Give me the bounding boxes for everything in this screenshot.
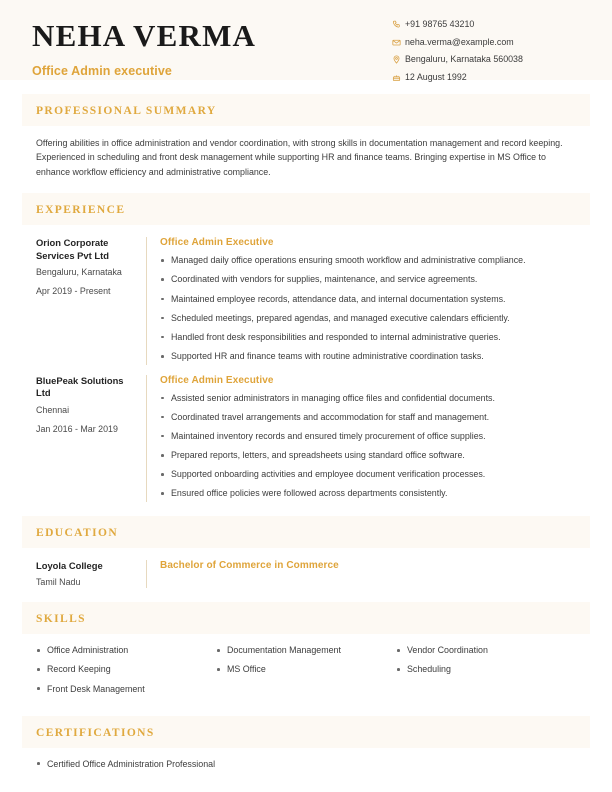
contact-phone-text: +91 98765 43210 [405, 19, 475, 30]
section-band-skills [22, 602, 590, 634]
list-item: Maintained inventory records and ensured timely procurement of office supplies. [160, 430, 576, 443]
list-item: Ensured office policies were followed across departments consistently. [160, 487, 576, 500]
list-item: Coordinated travel arrangements and accommodation for staff and management. [160, 411, 576, 424]
education-entry-detail [147, 560, 576, 589]
list-item: Documentation Management [216, 644, 396, 656]
experience-bullets [160, 392, 576, 500]
section-skills [22, 602, 590, 701]
phone-icon [392, 20, 405, 29]
section-band-education [22, 516, 590, 548]
list-item: Prepared reports, letters, and spreadsheets using standard office software. [160, 449, 576, 462]
list-item: Scheduling [396, 663, 576, 675]
experience-entry-meta [36, 375, 146, 502]
experience-role: Office Admin Executive [160, 374, 274, 386]
education-body [22, 548, 590, 589]
section-band-experience [22, 193, 590, 225]
experience-entry [36, 375, 576, 502]
section-experience [22, 193, 590, 502]
candidate-job-title: Office Admin executive [32, 63, 172, 78]
skills-body [22, 634, 590, 701]
experience-body [22, 225, 590, 502]
skills-columns [36, 644, 576, 701]
education-entry [36, 560, 576, 589]
section-band-certifications [22, 716, 590, 748]
list-item: Handled front desk responsibilities and responded to internal administrative queries. [160, 331, 576, 344]
contact-birthday-text: 12 August 1992 [405, 71, 467, 82]
skills-column [216, 644, 396, 701]
section-title-skills: SKILLS [36, 613, 86, 626]
list-item: Vendor Coordination [396, 644, 576, 656]
section-title-summary: PROFESSIONAL SUMMARY [36, 105, 217, 117]
list-item: Record Keeping [36, 663, 216, 675]
skills-column [36, 644, 216, 701]
education-entry-meta [36, 560, 146, 589]
list-item: Supported HR and finance teams with routine administrative coordination tasks. [160, 350, 576, 363]
list-item: Coordinated with vendors for supplies, maintenance, and service agreements. [160, 273, 576, 286]
section-professional-summary [22, 94, 590, 179]
contact-birthday [392, 73, 582, 82]
contact-email [392, 38, 582, 47]
experience-dates: Apr 2019 - Present [36, 286, 111, 297]
list-item: Assisted senior administrators in managing office files and confidential documents. [160, 392, 576, 405]
section-title-education: EDUCATION [36, 526, 119, 539]
experience-company: BluePeak Solutions Ltd [36, 374, 124, 399]
experience-location: Chennai [36, 404, 70, 415]
summary-text: Offering abilities in office administration and vendor coordination, with strong skills in documentation management and record keeping. Experienced in scheduling and front desk management while supporting HR and finance teams. Bringing expertise in MS Office to enhance workflow efficiency and administrative compliance. [36, 138, 563, 177]
experience-entry-detail [147, 375, 576, 502]
list-item: Office Administration [36, 644, 216, 656]
resume-header [0, 0, 612, 80]
list-item: Scheduled meetings, prepared agendas, and managed executive calendars efficiently. [160, 312, 576, 325]
contact-list [392, 18, 590, 90]
section-education [22, 516, 590, 589]
experience-location: Bengaluru, Karnataka [36, 267, 122, 278]
certifications-body [22, 748, 590, 770]
email-icon [392, 38, 405, 47]
list-item: Maintained employee records, attendance data, and internal documentation systems. [160, 293, 576, 306]
experience-role: Office Admin Executive [160, 237, 274, 249]
education-institution: Loyola College [36, 559, 103, 571]
contact-phone [392, 20, 582, 29]
list-item: Supported onboarding activities and employee document verification processes. [160, 468, 576, 481]
section-title-experience: EXPERIENCE [36, 204, 126, 217]
contact-location-text: Bengaluru, Karnataka 560038 [405, 54, 523, 65]
list-item: Certified Office Administration Professional [36, 758, 576, 770]
section-certifications [22, 716, 590, 770]
certifications-list [36, 758, 576, 770]
summary-body [22, 126, 590, 179]
list-item: Front Desk Management [36, 683, 216, 695]
list-item: MS Office [216, 663, 396, 675]
experience-entry-meta [36, 237, 146, 364]
experience-bullets [160, 254, 576, 362]
header-identity [22, 18, 256, 78]
birthday-icon [392, 73, 405, 82]
experience-dates: Jan 2016 - Mar 2019 [36, 423, 118, 434]
experience-company: Orion Corporate Services Pvt Ltd [36, 237, 109, 261]
contact-email-text: neha.verma@example.com [405, 36, 514, 47]
section-title-certifications: CERTIFICATIONS [36, 726, 155, 739]
skills-column [396, 644, 576, 701]
candidate-name: NEHA VERMA [32, 18, 257, 53]
location-icon [392, 55, 405, 64]
list-item: Managed daily office operations ensuring smooth workflow and administrative compliance. [160, 254, 576, 267]
experience-entry [36, 237, 576, 364]
experience-entry-detail [147, 237, 576, 364]
education-location: Tamil Nadu [36, 577, 81, 588]
section-band-summary [22, 94, 590, 126]
contact-location [392, 55, 582, 64]
education-degree: Bachelor of Commerce in Commerce [160, 559, 339, 571]
